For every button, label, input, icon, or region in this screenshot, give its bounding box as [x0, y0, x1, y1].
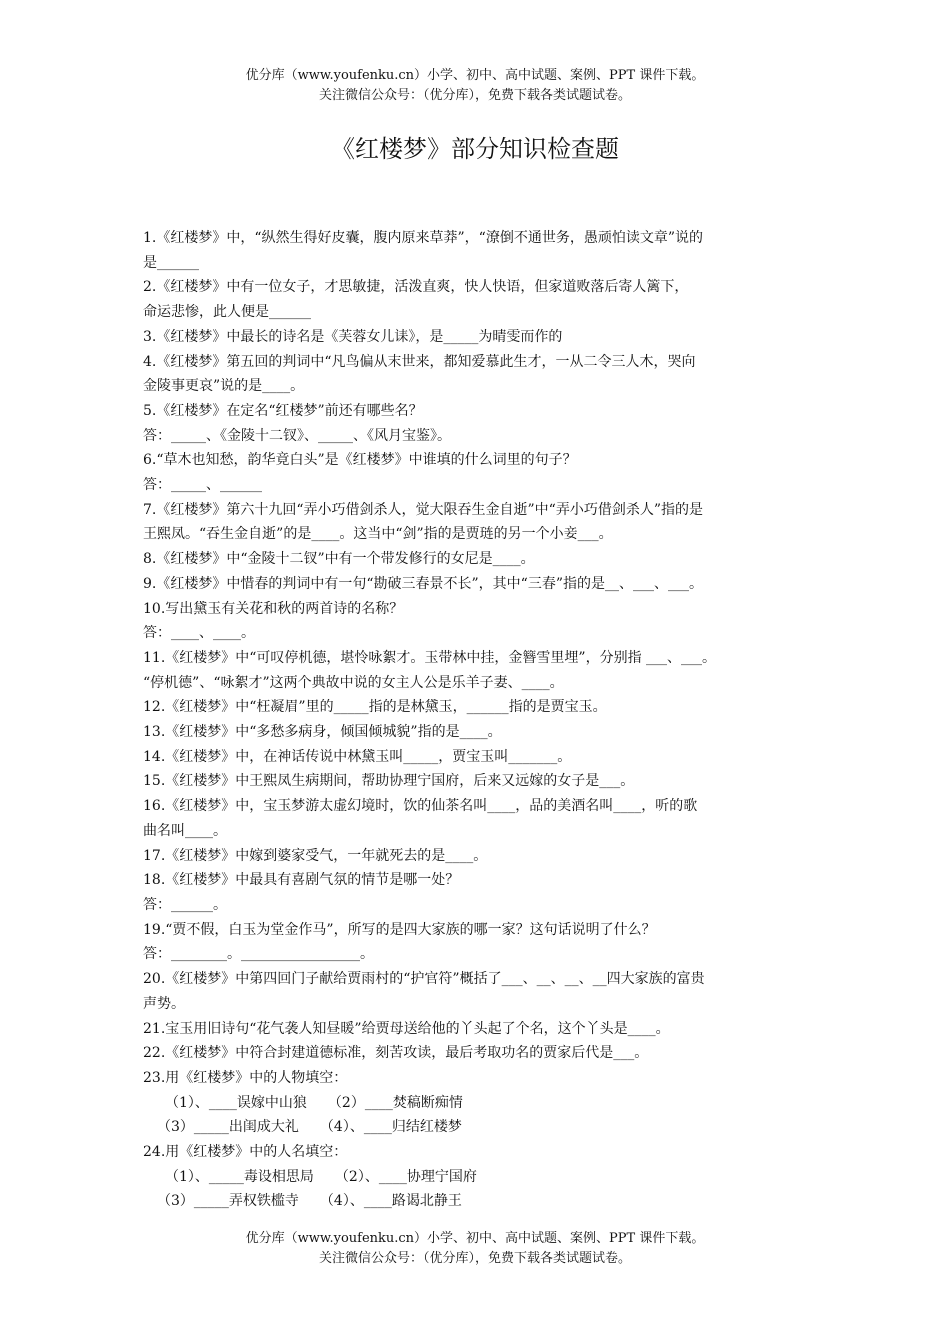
text-line: 11.《红楼梦》中“可叹停机德，堪怜咏絮才。玉带林中挂，金簪雪里埋”，分别指 ___、___。 — [143, 649, 717, 666]
text-line: 答：_____、《金陵十二钗》、_____、《风月宝鉴》。 — [143, 427, 451, 444]
footer-line-2: 关注微信公众号：（优分库），免费下载各类试题试卷。 — [318, 1251, 631, 1266]
text-line: 19.“贾不假，白玉为堂金作马”，所写的是四大家族的哪一家？这句话说明了什么？ — [143, 921, 656, 938]
text-line: 5.《红楼梦》在定名“红楼梦”前还有哪些名？ — [143, 402, 423, 419]
text-line: 23.用《红楼梦》中的人物填空： — [143, 1069, 348, 1086]
text-line: 答：____、____。 — [143, 625, 255, 642]
header-line-2: 关注微信公众号：（优分库），免费下载各类试题试卷。 — [318, 88, 631, 103]
document-title: 《红楼梦》部分知识检查题 — [331, 135, 619, 163]
text-line: 声势。 — [143, 995, 185, 1012]
text-line: （3）_____出闺成大礼 （4）、____归结红楼梦 — [157, 1119, 462, 1136]
text-line: 7.《红楼梦》第六十九回“弄小巧借剑杀人，觉大限吞生金自逝”中“弄小巧借剑杀人”指的是 — [143, 501, 703, 518]
text-line: 答：________。_________________。 — [143, 946, 374, 963]
text-line: （1）、_____毒设相思局 （2）、____协理宁国府 — [165, 1168, 477, 1185]
text-line: 17.《红楼梦》中嫁到婆家受气，一年就死去的是____。 — [143, 847, 488, 864]
page-footer — [0, 1229, 950, 1269]
text-line: 2.《红楼梦》中有一位女子，才思敏捷，活泼直爽，快人快语，但家道败落后寄人篱下， — [143, 279, 689, 296]
text-line: 3.《红楼梦》中最长的诗名是《芙蓉女儿诔》，是_____为晴雯而作的 — [143, 328, 563, 345]
text-line: 曲名叫____。 — [143, 822, 227, 839]
text-line: 4.《红楼梦》第五回的判词中“凡鸟偏从末世来，都知爱慕此生才，一从二令三人木，哭向 — [143, 353, 696, 370]
footer-line-1: 优分库（www.youfenku.cn）小学、初中、高中试题、案例、PPT 课件下载。 — [245, 1231, 705, 1246]
text-line: 1.《红楼梦》中，“纵然生得好皮囊，腹内原来草莽”，“潦倒不通世务，愚顽怕读文章”说的 — [143, 230, 703, 246]
header-line-1: 优分库（www.youfenku.cn）小学、初中、高中试题、案例、PPT 课件下载。 — [245, 68, 705, 83]
text-line: 答：______。 — [143, 896, 227, 913]
text-line: 22.《红楼梦》中符合封建道德标准，刻苦攻读，最后考取功名的贾家后代是___。 — [143, 1045, 649, 1062]
text-line: 13.《红楼梦》中“多愁多病身，倾国倾城貌”指的是____。 — [143, 724, 502, 741]
text-line: 8.《红楼梦》中“金陵十二钗”中有一个带发修行的女尼是____。 — [143, 551, 535, 568]
text-line: 10.写出黛玉有关花和秋的两首诗的名称？ — [143, 600, 404, 617]
text-line: 14.《红楼梦》中，在神话传说中林黛玉叫_____，贾宝玉叫_______。 — [143, 748, 572, 765]
text-line: 21.宝玉用旧诗句“花气袭人知昼暖”给贾母送给他的丫头起了个名，这个丫头是____。 — [143, 1020, 670, 1037]
text-line: 12.《红楼梦》中“枉凝眉”里的_____指的是林黛玉，______指的是贾宝玉。 — [143, 699, 607, 716]
text-line: 命运悲惨，此人便是______ — [143, 304, 311, 321]
text-line: 15.《红楼梦》中王熙凤生病期间，帮助协理宁国府，后来又远嫁的女子是___。 — [143, 773, 635, 790]
text-line: “停机德”、“咏絮才”这两个典故中说的女主人公是乐羊子妻、____。 — [143, 674, 564, 691]
text-line: （3）_____弄权铁槛寺 （4）、____路谒北静王 — [157, 1193, 462, 1210]
text-line: 王熙凤。“吞生金自逝”的是____。这当中“剑”指的是贾琏的另一个小妾___。 — [143, 526, 613, 543]
text-line: 是______ — [143, 254, 199, 271]
question-list — [143, 226, 819, 1214]
text-line: 18.《红楼梦》中最具有喜剧气氛的情节是哪一处？ — [143, 872, 460, 889]
text-line: 金陵事更哀”说的是____。 — [143, 378, 305, 395]
text-line: （1）、____误嫁中山狼 （2）____焚稿断痴情 — [165, 1094, 463, 1111]
page-header — [0, 66, 950, 106]
text-line: 24.用《红楼梦》中的人名填空： — [143, 1144, 348, 1161]
text-line: 6.“草木也知愁，韵华竟白头”是《红楼梦》中谁填的什么词里的句子？ — [143, 452, 577, 469]
text-line: 20.《红楼梦》中第四回门子献给贾雨村的“护官符”概括了___、__、__、__四大家族的富贵 — [143, 971, 705, 988]
text-line: 16.《红楼梦》中，宝玉梦游太虚幻境时，饮的仙茶名叫____，品的美酒名叫____，听的歌 — [143, 798, 698, 815]
text-line: 答：_____、______ — [143, 477, 262, 494]
text-line: 9.《红楼梦》中惜春的判词中有一句“勘破三春景不长”，其中“三春”指的是__、___、___。 — [143, 575, 703, 592]
